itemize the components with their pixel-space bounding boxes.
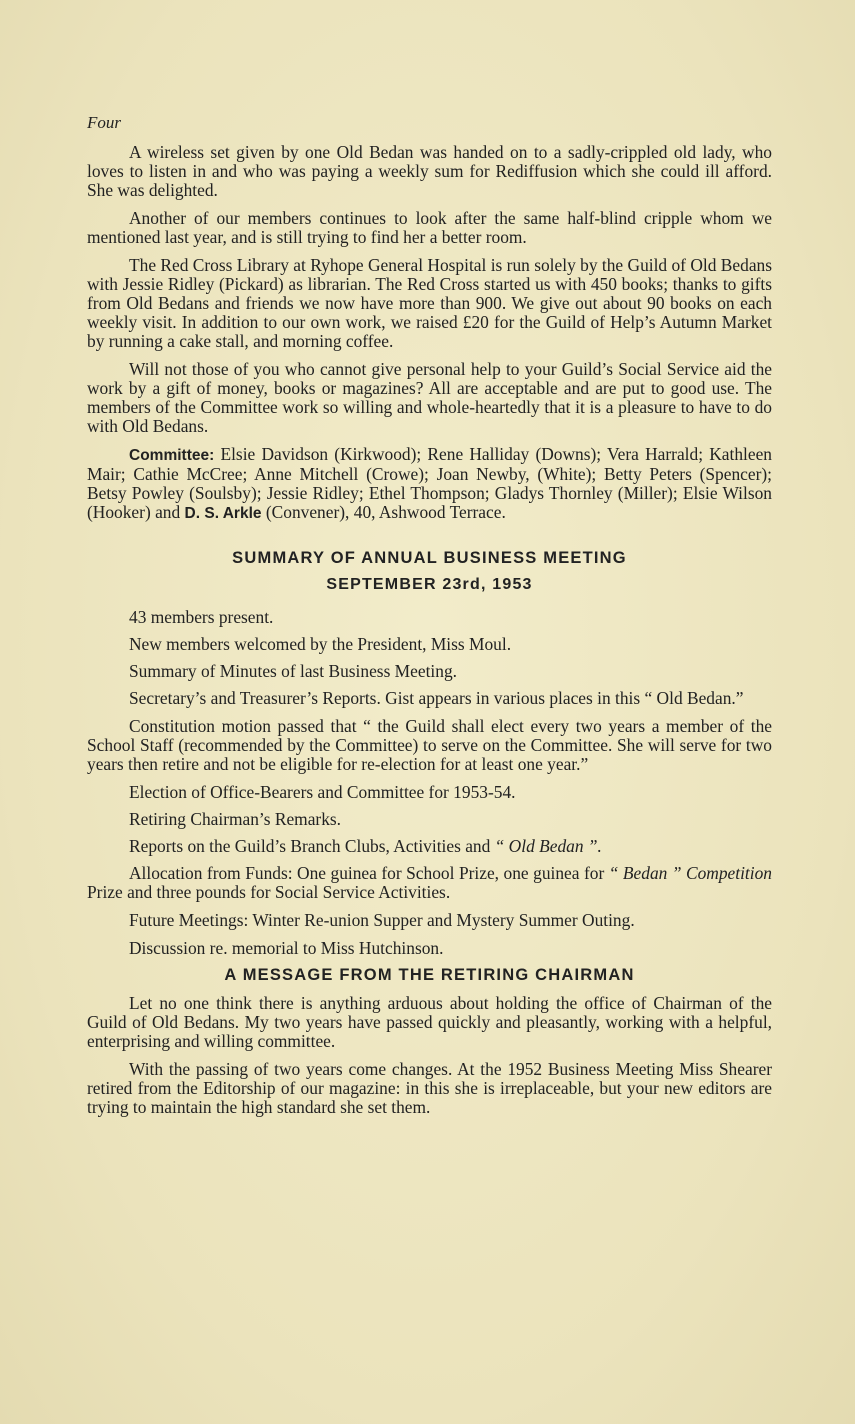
summary-item: Secretary’s and Treasurer’s Reports. Gist appears in various places in this “ Old Bedan.” — [129, 688, 744, 708]
reports-italic: “ Old Bedan ”. — [494, 836, 602, 856]
allocation-text: Allocation from Funds: One guinea for School Prize, one guinea for — [129, 863, 609, 883]
summary-item: New members welcomed by the President, Miss Moul. — [129, 634, 512, 654]
summary-list — [87, 608, 772, 958]
summary-item-allocation — [87, 864, 772, 902]
message-paragraph: With the passing of two years come changes. At the 1952 Business Meeting Miss Shearer retired from the Editorship of our magazine: in this she is irreplaceable, but your new editors are trying to maintain the high standard she set them. — [87, 1059, 772, 1117]
paragraph-wireless: A wireless set given by one Old Bedan was handed on to a sadly-crippled old lady, who loves to listen in and who was paying a weekly sum for Rediffusion which she could ill afford. She was delighted. — [87, 142, 772, 200]
convener-address: (Convener), 40, Ashwood Terrace. — [261, 502, 506, 522]
allocation-italic: “ Bedan ” Competition — [608, 863, 772, 883]
message-paragraph: Let no one think there is anything arduous about holding the office of Chairman of the Guild of Old Bedans. My two years have passed quickly and pleasantly, working with a helpful, enterprising and willing committee. — [87, 993, 772, 1051]
summary-item: Constitution motion passed that “ the Guild shall elect every two years a member of the School Staff (recommended by the Committee) to serve on the Committee. She will serve for two years then retire and not be eligible for re-election for at least one year.” — [87, 716, 772, 774]
committee-members: Elsie Davidson (Kirkwood); Rene Halliday (Downs); Vera Harrald; Kathleen Mair; Cathie McCree; Anne Mitchell (Crowe); Joan Newby, (White); Betty Peters (Spencer); Betsy Powley (Soulsby); Jessie Ridley; Ethel Thompson; Gladys Thornley (Miller); Elsie Wilson (Hooker) and — [87, 444, 772, 522]
summary-heading: SUMMARY OF ANNUAL BUSINESS MEETING — [232, 549, 627, 567]
convener-name: D. S. Arkle — [184, 505, 262, 522]
summary-item: Election of Office-Bearers and Committee for 1953-54. — [129, 782, 516, 802]
summary-item-future: Future Meetings: Winter Re-union Supper and Mystery Summer Outing. — [129, 910, 635, 930]
summary-item-reports — [87, 837, 772, 856]
paragraph-appeal: Will not those of you who cannot give personal help to your Guild’s Social Service aid the work by a gift of money, books or magazines? All are acceptable and are put to good use. The members of the Committee work so willing and whole-heartedly that it is a pleasure to have to do with Old Bedans. — [87, 359, 772, 436]
allocation-text-end: Prize and three pounds for Social Service Activities. — [87, 882, 451, 902]
message-heading: A MESSAGE FROM THE RETIRING CHAIRMAN — [224, 966, 635, 984]
paragraph-library: The Red Cross Library at Ryhope General Hospital is run solely by the Guild of Old Bedans with Jessie Ridley (Pickard) as librarian. The Red Cross started us with 450 books; thanks to gifts from Old Bedans and friends we now have more than 900. We give out about 90 books on each weekly visit. In addition to our own work, we raised £20 for the Guild of Help’s Autumn Market by running a cake stall, and morning coffee. — [87, 255, 772, 351]
reports-text: Reports on the Guild’s Branch Clubs, Activities and — [129, 836, 495, 856]
summary-item: Retiring Chairman’s Remarks. — [129, 809, 342, 829]
summary-item: 43 members present. — [129, 607, 274, 627]
page-content — [87, 113, 772, 1126]
summary-item: Summary of Minutes of last Business Meeting. — [129, 661, 457, 681]
summary-item-discussion: Discussion re. memorial to Miss Hutchinson. — [129, 938, 444, 958]
committee-paragraph — [87, 445, 772, 523]
committee-label: Committee: — [129, 447, 215, 464]
page-number: Four — [87, 113, 121, 132]
meeting-date: SEPTEMBER 23rd, 1953 — [326, 576, 533, 593]
paragraph-cripple: Another of our members continues to look after the same half-blind cripple whom we mentioned last year, and is still trying to find her a better room. — [87, 208, 772, 247]
